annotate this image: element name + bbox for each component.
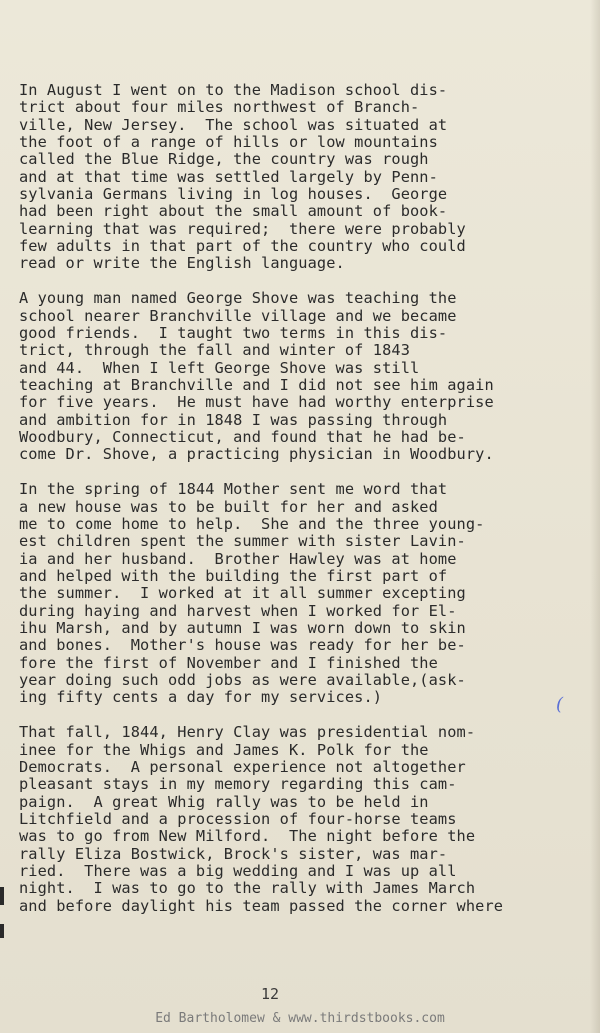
text-line: school nearer Branchville village and we became [19, 306, 457, 325]
page-number: 12 [260, 985, 280, 1003]
text-line: for five years. He must have had worthy enterprise [19, 393, 494, 412]
binding-mark [0, 924, 4, 938]
text-line: the foot of a range of hills or low mountains [19, 133, 438, 152]
paragraph [19, 82, 594, 273]
text-line: sylvania Germans living in log houses. George [19, 185, 448, 204]
text-line: That fall, 1844, Henry Clay was presidential nom- [19, 723, 476, 742]
body-text [19, 82, 594, 932]
text-line: come Dr. Shove, a practicing physician in Woodbury. [19, 445, 494, 464]
text-line: est children spent the summer with sister Lavin- [19, 532, 466, 551]
text-line: A young man named George Shove was teaching the [19, 289, 457, 308]
text-line: ing fifty cents a day for my services.) [19, 688, 383, 707]
text-line: paign. A great Whig rally was to be held in [19, 792, 429, 811]
margin-annotation: ( [556, 694, 564, 715]
binding-mark [0, 887, 4, 905]
text-line: ia and her husband. Brother Hawley was at home [19, 549, 457, 568]
text-line: and bones. Mother's house was ready for her be- [19, 636, 466, 655]
text-line: year doing such odd jobs as were available,(ask- [19, 671, 466, 689]
text-line: Litchfield and a procession of four-horse teams [19, 809, 457, 828]
text-line: a new house was to be built for her and asked [19, 497, 438, 516]
footer-credit: Ed Bartholomew & www.thirdstbooks.com [155, 1011, 445, 1026]
text-line: ried. There was a big wedding and I was up all [19, 861, 457, 880]
text-line: trict, through the fall and winter of 1843 [19, 341, 410, 360]
text-line: Woodbury, Connecticut, and found that he had be- [19, 428, 466, 447]
text-line: few adults in that part of the country who could [19, 237, 466, 256]
text-line: good friends. I taught two terms in this dis- [19, 323, 448, 342]
text-line: me to come home to help. She and the three young- [19, 514, 485, 533]
text-line: rally Eliza Bostwick, Brock's sister, was mar- [19, 844, 448, 863]
text-line: and before daylight his team passed the corner where [19, 896, 504, 915]
text-line: called the Blue Ridge, the country was rough [19, 150, 429, 169]
text-line: teaching at Branchville and I did not see him again [19, 376, 494, 394]
text-line: and ambition for in 1848 I was passing through [19, 410, 448, 429]
paragraph [19, 481, 594, 706]
text-line: In the spring of 1844 Mother sent me word that [19, 480, 448, 499]
text-line: fore the first of November and I finished the [19, 653, 438, 672]
text-line: and at that time was settled largely by Penn- [19, 167, 438, 186]
text-line: Democrats. A personal experience not altogether [19, 757, 466, 776]
text-line: night. I was to go to the rally with James March [19, 879, 476, 898]
text-line: during haying and harvest when I worked for El- [19, 601, 457, 620]
text-line: In August I went on to the Madison school dis- [19, 81, 448, 99]
text-line: had been right about the small amount of book- [19, 202, 448, 221]
text-line: and 44. When I left George Shove was still [19, 358, 420, 377]
paragraph [19, 290, 594, 463]
text-line: and helped with the building the first part of [19, 566, 448, 585]
text-line: was to go from New Milford. The night before the [19, 827, 476, 846]
text-line: trict about four miles northwest of Branch- [19, 98, 420, 117]
text-line: inee for the Whigs and James K. Polk for the [19, 740, 429, 759]
text-line: the summer. I worked at it all summer excepting [19, 584, 466, 603]
text-line: pleasant stays in my memory regarding this cam- [19, 775, 457, 794]
text-line: ville, New Jersey. The school was situated at [19, 115, 448, 134]
text-line: read or write the English language. [19, 254, 345, 273]
text-line: learning that was required; there were probably [19, 219, 466, 238]
paragraph [19, 724, 594, 915]
text-line: ihu Marsh, and by autumn I was worn down to skin [19, 618, 466, 637]
